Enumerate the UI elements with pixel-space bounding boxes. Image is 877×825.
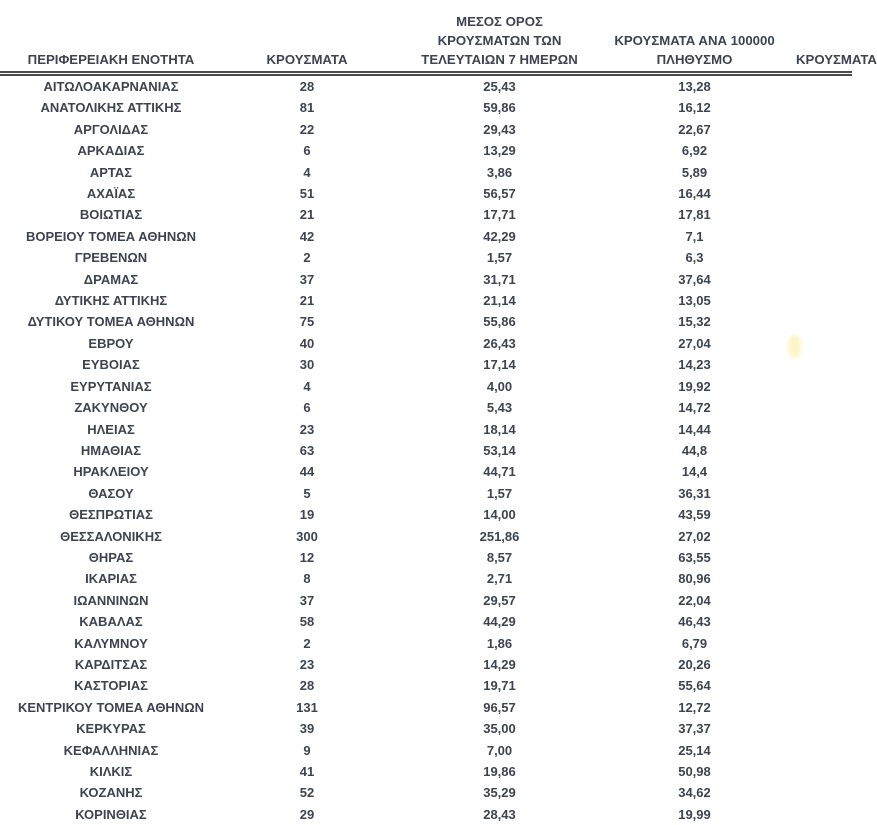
cell-region: ΔΥΤΙΚΟΥ ΤΟΜΕΑ ΑΘΗΝΩΝ [0,311,222,332]
cell-region: ΔΥΤΙΚΗΣ ΑΤΤΙΚΗΣ [0,290,222,311]
table-row [0,247,852,268]
cell-cases: 12 [222,547,392,568]
cell-cases: 2 [222,247,392,268]
table-row [0,74,852,98]
cell-cases: 58 [222,611,392,632]
table-header [0,0,852,74]
table-row [0,354,852,375]
cell-extra-clipped [782,483,852,504]
cell-cases: 21 [222,290,392,311]
cell-region: ΚΟΖΑΝΗΣ [0,782,222,803]
cell-cases: 75 [222,311,392,332]
cell-per100k: 13,05 [607,290,782,311]
cell-per100k: 22,04 [607,590,782,611]
col-header-cases-per-100k: ΚΡΟΥΣΜΑΤΑ ΑΝΑ 100000 ΠΛΗΘΥΣΜΟ [607,0,782,74]
col-header-extra-clipped: ΚΡΟΥΣΜΑΤΑ [782,0,852,74]
table-row [0,654,852,675]
cell-per100k: 5,89 [607,162,782,183]
header-row [0,0,852,74]
table-row [0,740,852,761]
cell-cases: 42 [222,226,392,247]
cell-per100k: 16,12 [607,97,782,118]
cell-per100k: 20,26 [607,654,782,675]
cell-cases: 5 [222,483,392,504]
table-row [0,204,852,225]
cell-region: ΕΥΒΟΙΑΣ [0,354,222,375]
table-row [0,568,852,589]
table-row [0,183,852,204]
cell-region: ΙΩΑΝΝΙΝΩΝ [0,590,222,611]
cell-cases: 37 [222,269,392,290]
cell-region: ΓΡΕΒΕΝΩΝ [0,247,222,268]
cell-avg7: 26,43 [392,333,607,354]
table-row [0,419,852,440]
table-row [0,119,852,140]
cell-cases: 21 [222,204,392,225]
table-row [0,461,852,482]
cell-per100k: 37,37 [607,718,782,739]
cell-region: ΚΑΡΔΙΤΣΑΣ [0,654,222,675]
cell-region: ΗΜΑΘΙΑΣ [0,440,222,461]
cell-extra-clipped [782,461,852,482]
cell-extra-clipped [782,590,852,611]
cell-avg7: 28,43 [392,804,607,825]
cell-region: ΗΛΕΙΑΣ [0,419,222,440]
cell-avg7: 29,43 [392,119,607,140]
cell-per100k: 13,28 [607,74,782,98]
cell-per100k: 7,1 [607,226,782,247]
table-row [0,761,852,782]
edge-highlight-artifact [788,335,801,358]
cell-avg7: 4,00 [392,376,607,397]
cell-cases: 19 [222,504,392,525]
table-row [0,226,852,247]
cell-cases: 44 [222,461,392,482]
cell-region: ΚΑΣΤΟΡΙΑΣ [0,675,222,696]
cell-region: ΑΝΑΤΟΛΙΚΗΣ ΑΤΤΙΚΗΣ [0,97,222,118]
cell-cases: 41 [222,761,392,782]
cell-region: ΒΟΙΩΤΙΑΣ [0,204,222,225]
table-row [0,633,852,654]
cell-region: ΙΚΑΡΙΑΣ [0,568,222,589]
cell-extra-clipped [782,204,852,225]
cell-per100k: 6,79 [607,633,782,654]
cell-per100k: 22,67 [607,119,782,140]
cell-extra-clipped [782,568,852,589]
table-row [0,376,852,397]
cell-region: ΚΑΒΑΛΑΣ [0,611,222,632]
cell-region: ΘΕΣΠΡΩΤΙΑΣ [0,504,222,525]
cell-cases: 9 [222,740,392,761]
cell-avg7: 18,14 [392,419,607,440]
cell-region: ΑΧΑΪΑΣ [0,183,222,204]
cell-cases: 28 [222,74,392,98]
cell-region: ΚΑΛΥΜΝΟΥ [0,633,222,654]
cell-avg7: 8,57 [392,547,607,568]
cell-cases: 131 [222,697,392,718]
cell-avg7: 21,14 [392,290,607,311]
col-header-regional-unit: ΠΕΡΙΦΕΡΕΙΑΚΗ ΕΝΟΤΗΤΑ [0,0,222,74]
cell-extra-clipped [782,804,852,825]
cell-avg7: 17,14 [392,354,607,375]
cell-per100k: 6,3 [607,247,782,268]
cell-cases: 63 [222,440,392,461]
cell-extra-clipped [782,269,852,290]
cell-cases: 22 [222,119,392,140]
cell-per100k: 50,98 [607,761,782,782]
cell-per100k: 55,64 [607,675,782,696]
cell-extra-clipped [782,526,852,547]
cell-cases: 23 [222,654,392,675]
table-row [0,290,852,311]
cell-per100k: 16,44 [607,183,782,204]
cell-per100k: 17,81 [607,204,782,225]
cell-region: ΚΙΛΚΙΣ [0,761,222,782]
cell-region: ΖΑΚΥΝΘΟΥ [0,397,222,418]
cell-extra-clipped [782,311,852,332]
cell-extra-clipped [782,761,852,782]
table-row [0,611,852,632]
cell-extra-clipped [782,697,852,718]
cell-extra-clipped [782,419,852,440]
table-row [0,782,852,803]
cell-per100k: 14,72 [607,397,782,418]
cell-extra-clipped [782,290,852,311]
cell-extra-clipped [782,119,852,140]
cell-region: ΘΗΡΑΣ [0,547,222,568]
cell-cases: 300 [222,526,392,547]
cell-per100k: 6,92 [607,140,782,161]
cell-cases: 2 [222,633,392,654]
cell-per100k: 37,64 [607,269,782,290]
cell-region: ΕΒΡΟΥ [0,333,222,354]
table-row [0,590,852,611]
cell-per100k: 19,92 [607,376,782,397]
cell-cases: 81 [222,97,392,118]
table-row [0,718,852,739]
cell-avg7: 31,71 [392,269,607,290]
cell-avg7: 13,29 [392,140,607,161]
cell-cases: 40 [222,333,392,354]
cell-avg7: 42,29 [392,226,607,247]
cell-extra-clipped [782,183,852,204]
cell-avg7: 251,86 [392,526,607,547]
table-row [0,269,852,290]
cell-cases: 23 [222,419,392,440]
cell-extra-clipped [782,247,852,268]
cell-extra-clipped [782,654,852,675]
table-row [0,162,852,183]
cell-per100k: 44,8 [607,440,782,461]
cell-extra-clipped [782,376,852,397]
cell-extra-clipped [782,547,852,568]
cell-extra-clipped [782,611,852,632]
cell-avg7: 29,57 [392,590,607,611]
cell-region: ΚΟΡΙΝΘΙΑΣ [0,804,222,825]
cell-avg7: 53,14 [392,440,607,461]
cell-avg7: 96,57 [392,697,607,718]
cell-extra-clipped [782,140,852,161]
cell-extra-clipped [782,226,852,247]
cell-avg7: 59,86 [392,97,607,118]
cell-avg7: 1,86 [392,633,607,654]
cell-cases: 51 [222,183,392,204]
cell-cases: 4 [222,162,392,183]
table-body [0,74,852,825]
cell-avg7: 19,86 [392,761,607,782]
cell-region: ΘΕΣΣΑΛΟΝΙΚΗΣ [0,526,222,547]
cell-extra-clipped [782,97,852,118]
cell-cases: 8 [222,568,392,589]
cell-per100k: 27,04 [607,333,782,354]
col-header-avg-7day: ΜΕΣΟΣ ΟΡΟΣ ΚΡΟΥΣΜΑΤΩΝ ΤΩΝ ΤΕΛΕΥΤΑΙΩΝ 7 ΗΜΕΡΩΝ [392,0,607,74]
cell-per100k: 12,72 [607,697,782,718]
cell-extra-clipped [782,162,852,183]
cell-cases: 30 [222,354,392,375]
cell-avg7: 35,29 [392,782,607,803]
col-header-cases: ΚΡΟΥΣΜΑΤΑ [222,0,392,74]
cell-extra-clipped [782,397,852,418]
table-row [0,526,852,547]
cell-region: ΘΑΣΟΥ [0,483,222,504]
cell-avg7: 44,29 [392,611,607,632]
cell-per100k: 15,32 [607,311,782,332]
table-row [0,333,852,354]
cell-region: ΑΡΤΑΣ [0,162,222,183]
cell-extra-clipped [782,675,852,696]
cell-avg7: 14,29 [392,654,607,675]
cell-avg7: 3,86 [392,162,607,183]
table-row [0,440,852,461]
cell-region: ΑΡΓΟΛΙΔΑΣ [0,119,222,140]
cell-per100k: 14,44 [607,419,782,440]
cell-extra-clipped [782,504,852,525]
cell-cases: 37 [222,590,392,611]
cell-avg7: 17,71 [392,204,607,225]
cell-cases: 4 [222,376,392,397]
cell-per100k: 19,99 [607,804,782,825]
cell-region: ΗΡΑΚΛΕΙΟΥ [0,461,222,482]
cell-avg7: 14,00 [392,504,607,525]
table-row [0,97,852,118]
cell-per100k: 14,4 [607,461,782,482]
table-row [0,804,852,825]
cell-per100k: 27,02 [607,526,782,547]
cell-per100k: 63,55 [607,547,782,568]
cell-extra-clipped [782,740,852,761]
cell-region: ΑΡΚΑΔΙΑΣ [0,140,222,161]
cell-avg7: 5,43 [392,397,607,418]
cell-avg7: 35,00 [392,718,607,739]
cell-region: ΒΟΡΕΙΟΥ ΤΟΜΕΑ ΑΘΗΝΩΝ [0,226,222,247]
cell-cases: 28 [222,675,392,696]
table-row [0,675,852,696]
cell-cases: 29 [222,804,392,825]
cell-avg7: 55,86 [392,311,607,332]
cell-avg7: 1,57 [392,483,607,504]
cell-cases: 6 [222,140,392,161]
cell-region: ΚΕΡΚΥΡΑΣ [0,718,222,739]
cell-avg7: 25,43 [392,74,607,98]
cell-extra-clipped [782,440,852,461]
cell-extra-clipped [782,74,852,98]
table-row [0,697,852,718]
table-row [0,140,852,161]
cell-per100k: 14,23 [607,354,782,375]
cell-cases: 6 [222,397,392,418]
table-row [0,483,852,504]
cell-extra-clipped [782,782,852,803]
cell-per100k: 46,43 [607,611,782,632]
table-row [0,311,852,332]
cell-extra-clipped [782,633,852,654]
cell-avg7: 44,71 [392,461,607,482]
cell-region: ΕΥΡΥΤΑΝΙΑΣ [0,376,222,397]
cell-avg7: 7,00 [392,740,607,761]
cell-avg7: 1,57 [392,247,607,268]
cell-per100k: 36,31 [607,483,782,504]
cell-cases: 52 [222,782,392,803]
cell-region: ΔΡΑΜΑΣ [0,269,222,290]
cell-region: ΑΙΤΩΛΟΑΚΑΡΝΑΝΙΑΣ [0,74,222,98]
cell-per100k: 25,14 [607,740,782,761]
table-row [0,504,852,525]
cell-per100k: 34,62 [607,782,782,803]
cell-cases: 39 [222,718,392,739]
cell-per100k: 43,59 [607,504,782,525]
cell-region: ΚΕΝΤΡΙΚΟΥ ΤΟΜΕΑ ΑΘΗΝΩΝ [0,697,222,718]
table-row [0,547,852,568]
cell-per100k: 80,96 [607,568,782,589]
table-row [0,397,852,418]
cell-avg7: 19,71 [392,675,607,696]
cell-extra-clipped [782,718,852,739]
cell-avg7: 56,57 [392,183,607,204]
cell-region: ΚΕΦΑΛΛΗΝΙΑΣ [0,740,222,761]
cell-avg7: 2,71 [392,568,607,589]
